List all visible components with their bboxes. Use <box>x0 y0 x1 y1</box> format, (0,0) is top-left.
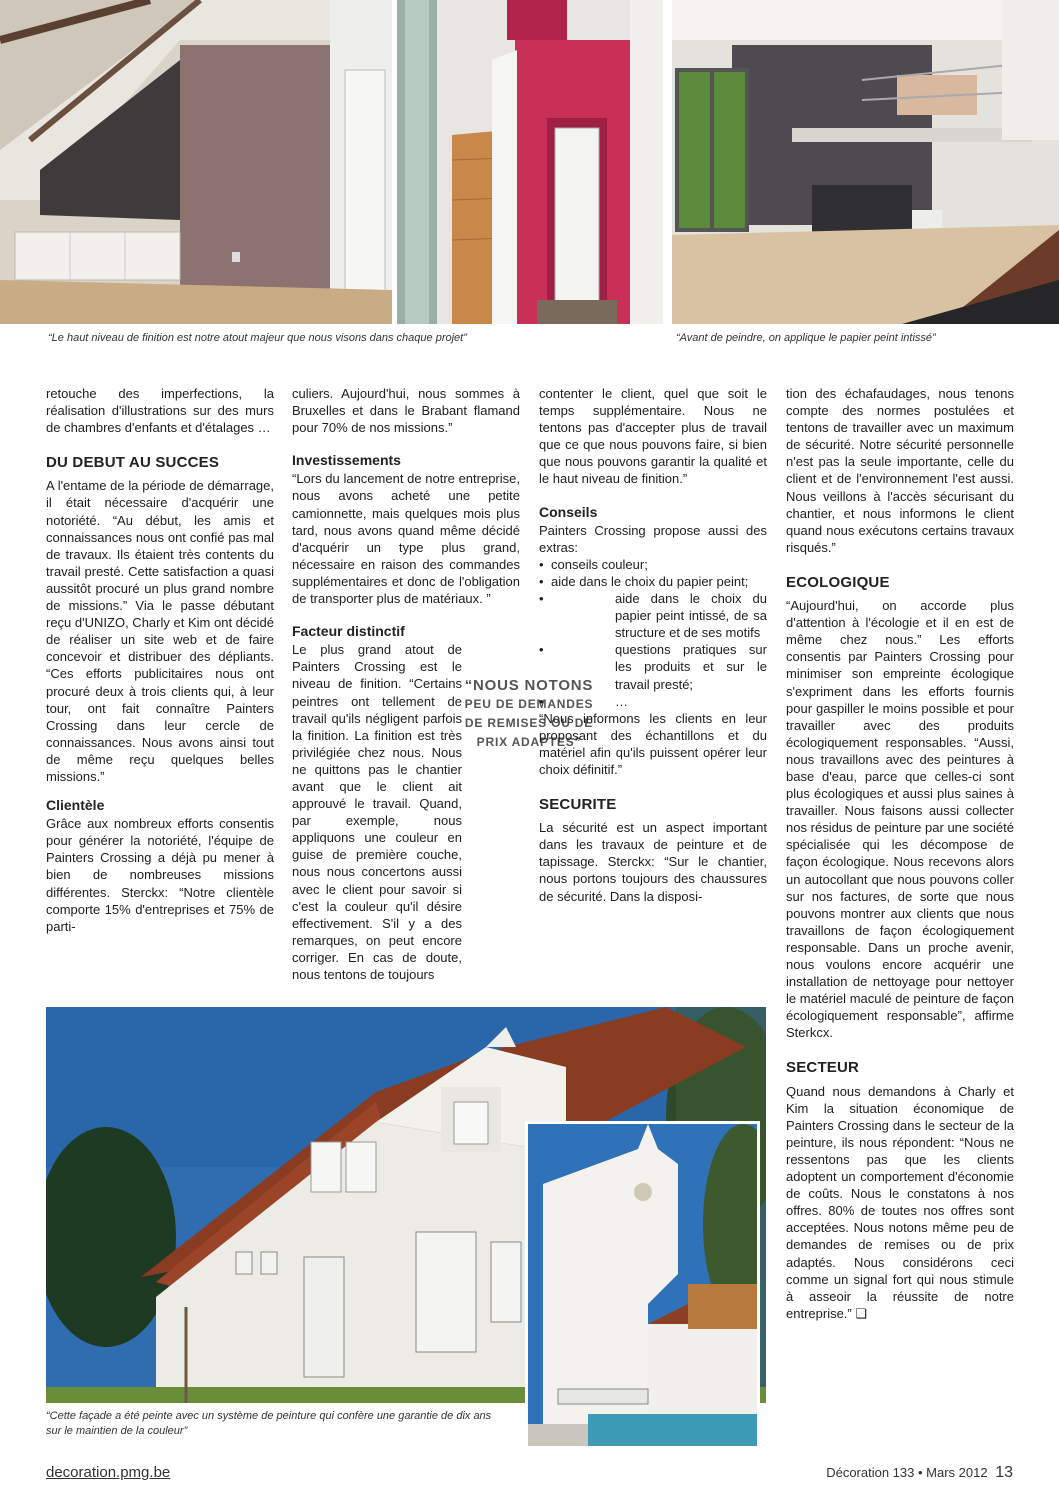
heading-debut-succes: DU DEBUT AU SUCCES <box>46 454 220 472</box>
footer-website-link[interactable]: decoration.pmg.be <box>46 1464 171 1481</box>
heading-secteur: SECTEUR <box>786 1059 860 1077</box>
col4-paragraph-3 <box>786 1083 1014 1322</box>
list-item: • aide dans le choix du papier peint; <box>539 573 767 590</box>
heading-clientele: Clientèle <box>46 797 105 814</box>
heading-conseils: Conseils <box>539 503 598 520</box>
col1-paragraph-2: A l'entame de la période de démarrage, il était nécessaire d'acquérir une notoriété. “Au début, les amis et connaissances nous ont confié pas mal de travaux. Ils étaient très contents du travail presté. Cette satisfaction a quasi aussitôt procuré un plus grand nombre de missions.” Via le passe débutant reçu d'UNIZO, Charly et Kim ont décidé de réaliser un site web et de faire concevoir et distribuer des dépliants. “Ces efforts publicitaires nous ont procuré deux à trois clients qui, à leur tour, ont fait connaître Painters Crossing dans leur cercle de connaissances. Nous avons ainsi tout de même reçu quelques belles missions.” <box>46 478 274 784</box>
pull-quote-line-2: PEU DE DEMANDES <box>464 697 594 711</box>
heading-ecologique: ECOLOGIQUE <box>786 573 890 591</box>
col4-paragraph-2: “Aujourd'hui, on accorde plus d'attention à l'écologie et il en est de même chez nous.” Les efforts consentis par Painters Crossing pour minimiser son empreinte écologique s'expriment dans les efforts fournis pour gaspiller le moins possible et pour travailler avec des produits écologiquement responsables. “Aussi, nous travaillons avec des peintures à base d'eau, parce que celles-ci sont plus écologiques et aussi plus saines à travailler. Nous faisons aussi collecter nos résidus de peinture par une société spécialisée qui les décompose de façon écologique. Nous recevons alors un autocollant que nous pouvons coller sur nos factures, de sorte que nous pouvons montrer aux clients que nous travaillons de façon écologiquement responsable. Dans un proche avenir, nous voulons encore acquérir une installation de nettoyage pour nettoyer le matériel maculé de peinture de façon écologiquement responsable”, affirme Sterkcx. <box>786 598 1014 1041</box>
col3-paragraph-4: La sécurité est un aspect important dans les travaux de peinture et de tapissage. Sterckx: “Sur le chantier, nous portons toujours des chaussures de sécurité. Dans la disposi- <box>539 820 767 904</box>
column-3 <box>539 385 767 905</box>
list-item: • questions pratiques sur les produits et sur le travail presté; <box>539 641 767 692</box>
list-item: • aide dans le choix du papier peint intissé, de sa structure et de ses motifs <box>539 590 767 641</box>
col3-paragraph-1: contenter le client, quel que soit le temps supplémentaire. Nous ne tentons pas d'accepter plus de travail que ce que nous pouvons faire, si bien que nous pouvons garantir la qualité et le haut niveau de finition.” <box>539 386 767 487</box>
pull-quote-line-3: DE REMISES OU DE <box>464 716 594 730</box>
list-item: • conseils couleur; <box>539 556 767 573</box>
heading-securite: SECURITE <box>539 796 617 814</box>
photo-living-mezzanine <box>672 0 1059 324</box>
footer-issue: Décoration 133 • Mars 2012 <box>826 1465 988 1480</box>
photo-pink-corridor <box>397 0 663 324</box>
col3-paragraph-3: “Nous informons les clients en leur proposant des échantillons et du matériel afin qu'ils puissent opérer leur choix définitif.” <box>539 710 767 777</box>
pull-quote-line-1: “NOUS NOTONS <box>464 677 594 694</box>
column-4 <box>786 385 1014 1322</box>
list-item: • … <box>539 693 767 710</box>
col4-paragraph-3-text: Quand nous demandons à Charly et Kim la situation économique de Painters Crossing dans le secteur de la peinture, ils nous répondent: “Nous ne ressentons pas que les clients adoptent un comportement d'économie de coûts. Nous le constatons à nos offres. 80% de toutes nos offres sont acceptées. Nous notons même peu de demandes de remises ou de prix adaptés. Nous considérons ceci comme un signal fort qui nous stimule à asseoir la réussite de notre entreprise.” <box>786 1083 1014 1321</box>
caption-top-right: “Avant de peindre, on applique le papier peint intissé” <box>676 332 936 344</box>
col2-paragraph-2: “Lors du lancement de notre entreprise, nous avons acheté une petite camionnette, mais quelques mois plus tard, nous avons quand même décidé d'acquérir un type plus grand, nécessaire en raison des commandes supplémentaires et donc de l'obligation de transporter plus de matériaux. ” <box>292 471 520 607</box>
col4-paragraph-1: tion des échafaudages, nous tenons compte des normes postulées et tentons de travailler avec un maximum de sécurité. Notre sécurité personnelle n'est pas la seule importante, celle du client et de l'environnement l'est aussi. Nous veillons à l'accès sécurisant du chantier, et nous informons le client quand nous exécutons certains travaux risqués.” <box>786 386 1014 555</box>
caption-top-left: “Le haut niveau de finition est notre atout majeur que nous visons dans chaque projet” <box>48 332 467 344</box>
col1-paragraph-3: Grâce aux nombreux efforts consentis pour générer la notoriété, l'équipe de Painters Crossing a déjà pu mener à bien de nombreuses missions différentes. Sterckx: “Notre clientèle comporte 15% d'entreprises et 75% de parti- <box>46 816 274 934</box>
page-number: 13 <box>995 1464 1013 1481</box>
heading-investissements: Investissements <box>292 452 401 469</box>
footer-issue-info <box>826 1464 1013 1482</box>
col1-paragraph-1: retouche des imperfections, la réalisation d'illustrations sur des murs de chambres d'enfants et d'étalages … <box>46 386 274 436</box>
conseils-list <box>539 556 767 710</box>
column-1 <box>46 385 274 935</box>
caption-bottom: “Cette façade a été peinte avec un système de peinture qui confère une garantie de dix ans sur le maintien de la couleur” <box>46 1410 492 1437</box>
col3-paragraph-2: Painters Crossing propose aussi des extras: <box>539 522 767 555</box>
photo-house-pool <box>525 1121 760 1449</box>
heading-facteur-distinctif: Facteur distinctif <box>292 623 405 640</box>
col2-paragraph-1: culiers. Aujourd'hui, nous sommes à Bruxelles et dans le Brabant flamand pour 70% de nos missions.” <box>292 386 520 436</box>
end-mark-icon: ❏ <box>855 1305 868 1321</box>
photo-attic-room <box>0 0 392 324</box>
pull-quote-line-4: PRIX ADAPTES” <box>476 735 582 749</box>
col2-paragraph-3: Le plus grand atout de Painters Crossing est le niveau de finition. “Certains peintres ont tellement de travail qu'ils négligent parfois la finition. La finition est très privilégiée chez nous. Nous ne quittons pas le chantier avant que le client ait approuvé le travail. Quand, par exemple, nous appliquons une couleur en guise de première couche, nous nous concertons aussi avec le client pour savoir si c'est la couleur qu'il désire effectivement. S'il y a des remarques, on peut encore corriger. En cas de doute, nous tentons de toujours <box>292 642 462 982</box>
